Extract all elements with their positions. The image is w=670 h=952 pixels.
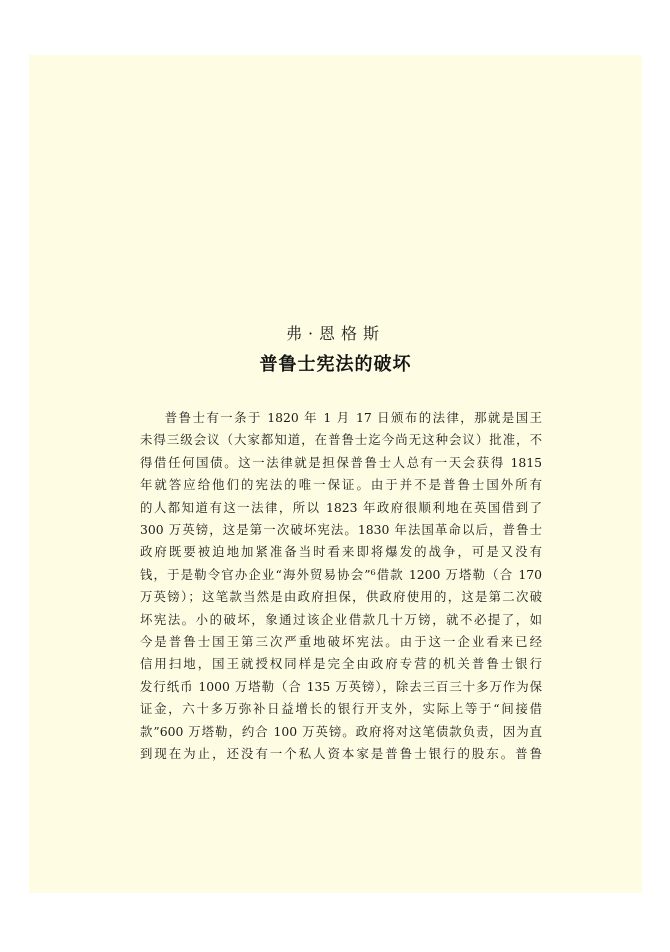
body-line: 年就答应给他们的宪法的唯一保证。由于并不是普鲁士国外所有 [140,477,542,493]
body-line: 钱，于是勒令官办企业“海外贸易协会”⁶借款 1200 万塔勒（合 170 [140,566,542,582]
body-line: 证金，六十多万弥补日益增长的银行开支外，实际上等于“间接借 [140,701,542,717]
document-page [29,55,642,893]
body-line: 款”600 万塔勒，约合 100 万英镑。政府将对这笔债款负责，因为直 [140,723,542,739]
article-body [140,407,542,766]
body-line: 信用扫地，国王就授权同样是完全由政府专营的机关普鲁士银行 [140,656,542,672]
body-line: 政府既要被迫地加紧准备当时看来即将爆发的战争，可是又没有 [140,544,542,560]
body-line: 的人都知道有这一法律，所以 1823 年政府很顺利地在英国借到了 [140,499,542,515]
body-line: 今是普鲁士国王第三次严重地破坏宪法。由于这一企业看来已经 [140,634,542,650]
body-line: 未得三级会议（大家都知道，在普鲁士迄今尚无这种会议）批准，不 [140,432,542,448]
body-line: 普鲁士有一条于 1820 年 1 月 17 日颁布的法律，那就是国王 [164,410,542,425]
body-line: 到现在为止，还没有一个私人资本家是普鲁士银行的股东。普鲁 [140,746,542,762]
body-line: 万英镑）；这笔款当然是由政府担保，供政府使用的，这是第二次破 [140,589,542,605]
body-line: 300 万英镑，这是第一次破坏宪法。1830 年法国革命以后，普鲁士 [140,522,542,538]
article-title: 普鲁士宪法的破坏 [259,354,412,375]
body-line: 坏宪法。小的破坏，象通过该企业借款几十万镑，就不必提了，如 [140,611,542,627]
body-line: 得借任何国债。这一法律就是担保普鲁士人总有一天会获得 1815 [140,454,542,470]
body-line: 发行纸币 1000 万塔勒（合 135 万英镑），除去三百三十多万作为保 [140,678,542,694]
author-name: 弗·恩格斯 [285,324,386,343]
